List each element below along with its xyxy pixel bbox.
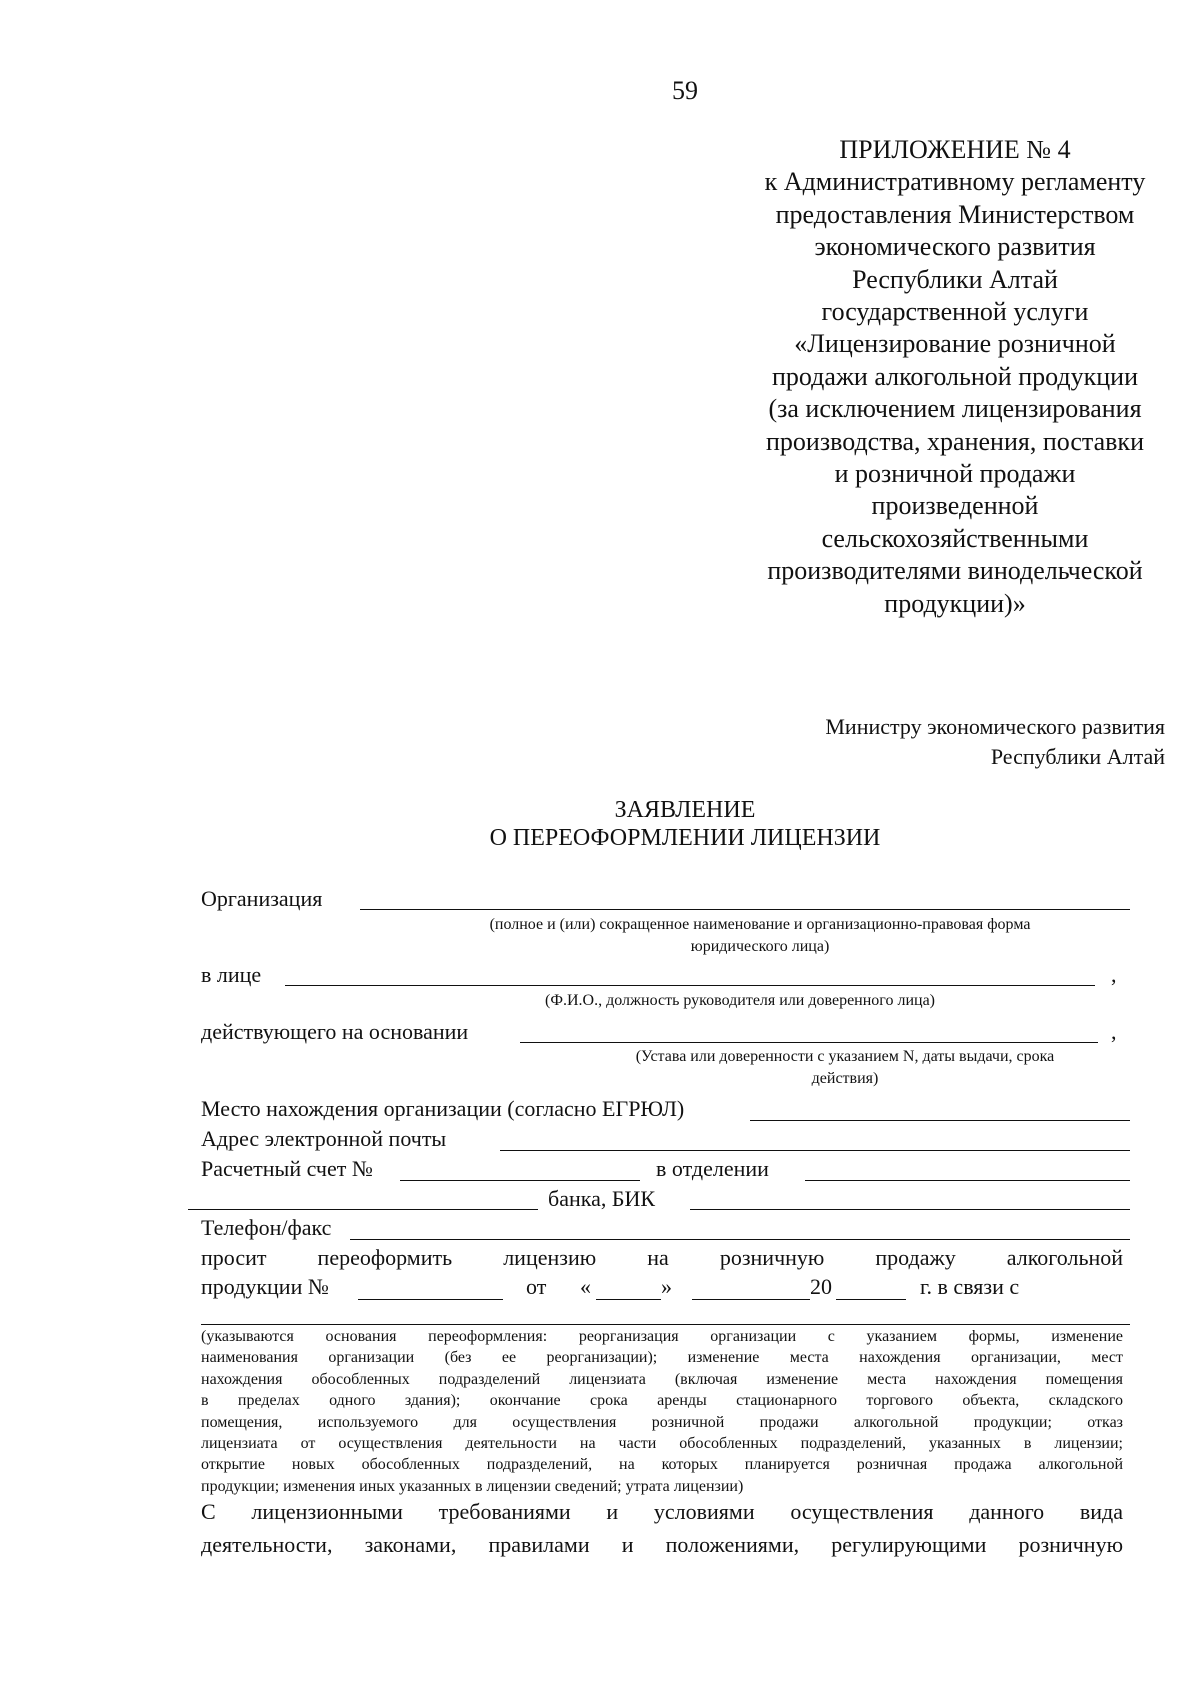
basis-label: действующего на основании	[201, 1019, 469, 1044]
location-label: Место нахождения организации (согласно ЕГРЮЛ)	[201, 1096, 685, 1121]
page-number: 59	[672, 76, 698, 105]
annex-line: сельскохозяйственными	[821, 523, 1089, 553]
branch-label: в отделении	[656, 1156, 769, 1181]
annex-line: производителями винодельческой	[767, 556, 1143, 586]
closing-paragraph	[201, 1495, 1123, 1561]
addressee	[825, 712, 1165, 772]
quote-close: »	[661, 1274, 672, 1299]
comma: ,	[1111, 1019, 1117, 1044]
annex-line: производства, хранения, поставки	[766, 426, 1144, 456]
annex-line: продажи алкогольной продукции	[772, 361, 1138, 391]
bank-label: банка, БИК	[548, 1186, 656, 1211]
branch-continuation-field[interactable]	[188, 1209, 538, 1210]
addressee-line: Министру экономического развития	[825, 714, 1165, 739]
email-label: Адрес электронной почты	[201, 1126, 447, 1151]
basis-field[interactable]	[520, 1042, 1098, 1043]
day-field[interactable]	[596, 1299, 661, 1300]
person-hint: (Ф.И.О., должность руководителя или доверенного лица)	[544, 992, 935, 1009]
year-prefix: 20	[810, 1274, 832, 1299]
addressee-line: Республики Алтай	[990, 744, 1165, 769]
reasons-note-line: продукции; изменения иных указанных в лицензии сведений; утрата лицензии)	[201, 1477, 744, 1495]
document-title	[0, 796, 1200, 852]
branch-field[interactable]	[805, 1180, 1130, 1181]
organization-hint: (полное и (или) сокращенное наименование и организационно-правовая форма юридического лица)	[489, 916, 1031, 955]
person-field[interactable]	[285, 985, 1095, 986]
annex-line: ПРИЛОЖЕНИЕ № 4	[839, 135, 1071, 164]
reasons-note-line: наименования организации (без ее реорганизации); изменение места нахождения организации, мест	[201, 1349, 1123, 1367]
reason-label: г. в связи с	[920, 1274, 1020, 1299]
closing-line: деятельности, законами, правилами и положениями, регулирующими розничную	[201, 1532, 1123, 1557]
annex-line: (за исключением лицензирования	[768, 394, 1142, 424]
reasons-note-line: помещения, используемого для осуществления розничной продажи алкогольной продукции; отказ	[201, 1413, 1123, 1431]
annex-line: экономического развития	[814, 232, 1096, 262]
person-label: в лице	[201, 962, 262, 987]
request-line: просит переоформить лицензию на розничную продажу алкогольной	[201, 1245, 1124, 1270]
closing-line: С лицензионными требованиями и условиями осуществления данного вида	[201, 1499, 1123, 1524]
comma: ,	[1111, 962, 1117, 987]
organization-field[interactable]	[360, 909, 1130, 910]
annex-line: и розничной продажи	[834, 459, 1076, 489]
phone-field[interactable]	[350, 1239, 1130, 1240]
quote-open: «	[580, 1274, 591, 1299]
annex-line: «Лицензирование розничной	[794, 329, 1116, 359]
account-field[interactable]	[400, 1180, 640, 1181]
annex-line: Республики Алтай	[852, 264, 1058, 294]
license-number-field[interactable]	[358, 1299, 503, 1300]
reasons-note-line: в пределах одного здания); окончание срока аренды стационарного торгового объекта, складского	[201, 1392, 1123, 1410]
bik-field[interactable]	[690, 1209, 1130, 1210]
location-field[interactable]	[750, 1120, 1130, 1121]
annex-header	[730, 134, 1180, 620]
organization-label: Организация	[201, 886, 323, 911]
reasons-note-line: (указываются основания переоформления: реорганизация организации с указанием формы, изменение	[201, 1328, 1123, 1345]
basis-hint: (Устава или доверенности с указанием N, даты выдачи, срока действия)	[635, 1048, 1055, 1087]
account-label: Расчетный счет №	[201, 1156, 373, 1181]
year-field[interactable]	[836, 1299, 906, 1300]
annex-line: продукции)»	[884, 588, 1026, 618]
month-field[interactable]	[692, 1299, 810, 1300]
annex-line: предоставления Министерством	[775, 199, 1135, 229]
document-title-line: О ПЕРЕОФОРМЛЕНИИ ЛИЦЕНЗИИ	[489, 825, 881, 851]
annex-line: к Административному регламенту	[764, 167, 1146, 197]
reasons-note	[201, 1326, 1123, 1497]
annex-line: государственной услуги	[821, 297, 1089, 327]
annex-line: произведенной	[871, 491, 1039, 521]
reasons-note-line: открытие новых обособленных подразделений, на которых планируется розничная продажа алкогольной	[201, 1456, 1123, 1474]
reasons-note-line: нахождения обособленных подразделений лицензиата (включая изменение места нахождения помещения	[201, 1370, 1123, 1388]
license-label: продукции №	[201, 1274, 329, 1299]
reasons-note-line: лицензиата от осуществления деятельности на части обособленных подразделений, указанных в лицензии;	[201, 1435, 1123, 1453]
phone-label: Телефон/факс	[201, 1215, 332, 1240]
email-field[interactable]	[500, 1150, 1130, 1151]
document-title-line: ЗАЯВЛЕНИЕ	[614, 797, 756, 823]
from-label: от	[526, 1274, 547, 1299]
reason-field[interactable]	[201, 1324, 1130, 1325]
